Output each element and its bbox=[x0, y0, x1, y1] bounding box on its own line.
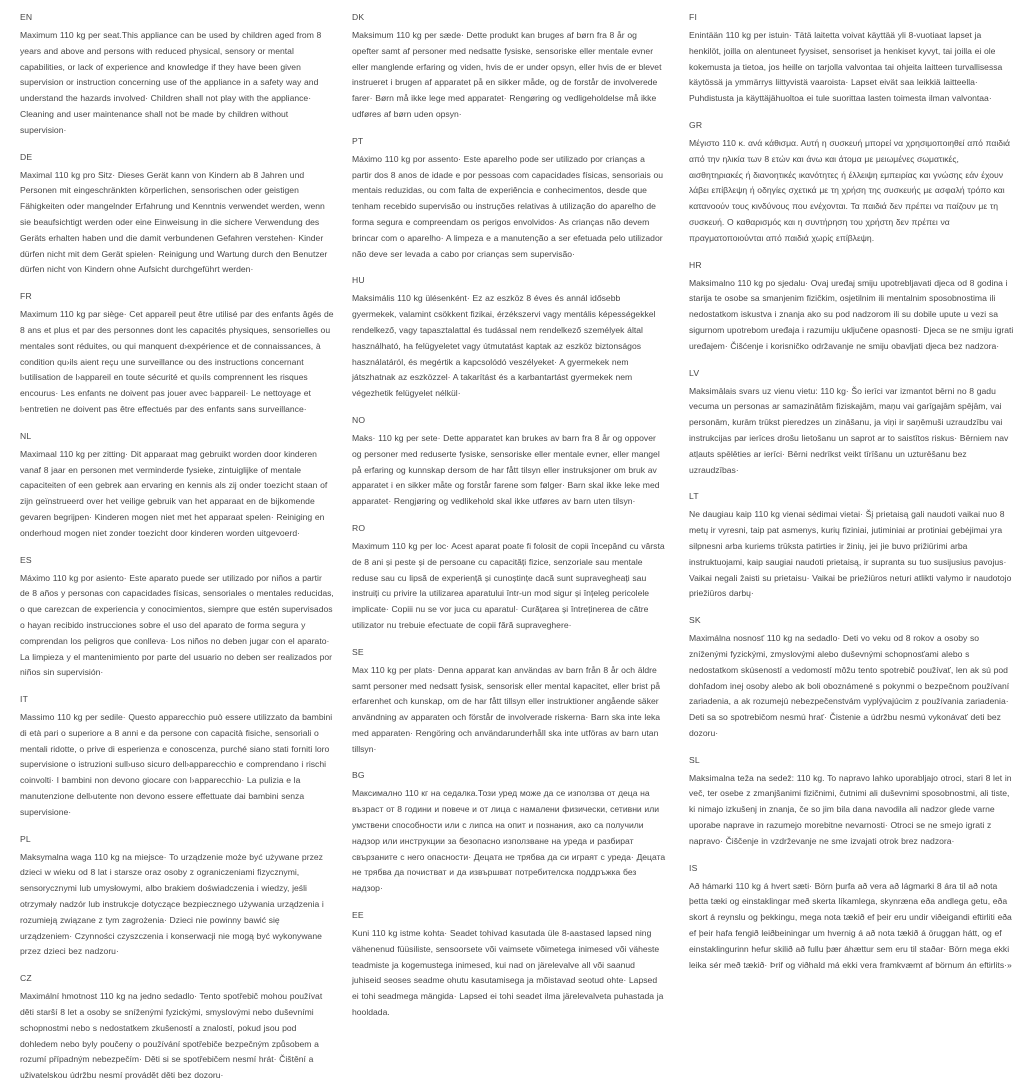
lang-text-no: Maks· 110 kg per sete· Dette apparatet kan brukes av barn fra 8 år og oppover og personer med reduserte fysiske, sensoriske eller mentale evner, eller mangel på erfaring og kunnskap dersom de har fått tilsyn eller instruksjoner om bruk av apparatet i en sikker måte og forstår farene som følger· Barn skal ikke leke med apparatet· Rengjøring og vedlikehold skal ikke utføres av barn uten tilsyn· bbox=[352, 432, 660, 507]
lang-code-bg: BG bbox=[352, 770, 365, 781]
lang-code-cz: CZ bbox=[20, 973, 32, 984]
lang-code-pt: PT bbox=[352, 135, 364, 146]
lang-code-hr: HR bbox=[689, 259, 702, 270]
lang-code-en: EN bbox=[20, 12, 33, 22]
lang-text-pt: Máximo 110 kg por assento· Este aparelho pode ser utilizado por crianças a partir dos 8 anos de idade e por pessoas com capacidades físicas, sensoriais ou mentais reduzidas, ou com falta de experiência e conhecimentos, desde que tenham recebido supervisão ou instruções relativas à utilização do aparelho de forma segura e compreendam os perigos envolvidos· As crianças não devem brincar com o aparelho· A limpeza e a manutenção a ser efetuada pelo utilizador não deve ser levada a cabo por crianças sem supervisão· bbox=[352, 153, 664, 259]
lang-section-fr bbox=[20, 291, 334, 418]
lang-section-pt bbox=[352, 136, 666, 263]
lang-code-hu: HU bbox=[352, 275, 365, 286]
lang-code-ro: RO bbox=[352, 522, 366, 533]
lang-section-sk bbox=[689, 615, 1014, 742]
lang-text-lv: Maksimālais svars uz vienu vietu: 110 kg· Šo ierīci var izmantot bērni no 8 gadu vecuma un personas ar samazinātām fiziskajām, maņu vai garīgajām spējām, vai personām, kurām trūkst pieredzes un zināšanu, ja viņi ir saņēmuši uzraudzību vai instrukcijas par ierīces drošu lietošanu un saprot ar to saistītos riskus· Bērniem nav atļauts spēlēties ar ierīci· Bērni nedrīkst veikt tīrīšanu un uzturēšanu bez uzraudzības· bbox=[689, 385, 1009, 475]
lang-text-bg: Максимално 110 кг на седалка.Този уред може да се използва от деца на възраст от 8 години и повече и от лица с намалени физически, сетивни или умствени способности или с липса на опит и познания, ако са получили надзор или инструкции за безопасно използване на уреда и разбират свързаните с него опасности· Децата не трябва да си играят с уреда· Децата не трябва да почистват и да извършват потребителска поддръжка без надзор· bbox=[352, 788, 666, 894]
lang-code-fi: FI bbox=[689, 12, 698, 22]
column-1 bbox=[20, 12, 334, 1081]
lang-text-en: Maximum 110 kg per seat.This appliance can be used by children aged from 8 years and above and persons with reduced physical, sensory or mental capabilities, or lack of experience and knowledge if they have been given supervision or instruction concerning use of the appliance in a safety way and understand the hazards involved· Children shall not play with the appliance· Cleaning and user maintenance shall not be made by children without supervision· bbox=[20, 30, 322, 135]
lang-section-de bbox=[20, 152, 334, 279]
lang-section-ee bbox=[352, 910, 666, 1021]
lang-code-ee: EE bbox=[352, 910, 364, 921]
lang-text-hr: Maksimalno 110 kg po sjedalu· Ovaj uređaj smiju upotrebljavati djeca od 8 godina i starija te osobe sa smanjenim fizičkim, osjetilnim ili mentalnim sposobnostima ili nedostatkom iskustva i znanja ako su pod nadzorom ili su dobile upute u vezi sa sigurnom upotrebom uređaja i razumiju uključene opasnosti· Djeca se ne smiju igrati uređajem· Čišćenje i korisničko održavanje ne smiju obavljati djeca bez nadzora· bbox=[689, 277, 1014, 351]
lang-text-lt: Ne daugiau kaip 110 kg vienai sėdimai vietai· Šį prietaisą gali naudoti vaikai nuo 8 metų ir vyresni, taip pat asmenys, kurių fiziniai, jutiminiai ar protiniai gebėjimai yra silpnesni arba kuriems trūksta patirties ir žinių, jei jie buvo prižiūrimi arba instruktuojami, kaip saugiai naudoti prietaisą, ir supranta su tuo susijusius pavojus· Vaikai negali žaisti su prietaisu· Vaikai be priežiūros neturi atlikti valymo ir naudotojo priežiūros darbų· bbox=[689, 509, 1012, 599]
lang-text-sl: Maksimalna teža na sedež: 110 kg. To napravo lahko uporabljajo otroci, stari 8 let in več, ter osebe z zmanjšanimi fizičnimi, čutnimi ali duševnimi sposobnostmi, ali tiste, ki nimajo izkušenj in znanja, če so jim bila dana navodila ali nadzor glede varne uporabe naprave in razumejo morebitne nevarnosti· Otroci se ne smejo igrati z napravo· Čiščenje in vzdrževanje ne sme izvajati otrok brez nadzora· bbox=[689, 772, 1012, 846]
lang-code-de: DE bbox=[20, 151, 33, 162]
lang-code-sk: SK bbox=[689, 615, 701, 626]
lang-code-es: ES bbox=[20, 554, 32, 565]
lang-section-nl bbox=[20, 431, 334, 542]
lang-section-pl bbox=[20, 834, 334, 961]
lang-code-sl: SL bbox=[689, 754, 700, 765]
lang-text-fr: Maximum 110 kg par siège· Cet appareil peut être utilisé par des enfants âgés de 8 ans et plus et par des personnes dont les capacités physiques, sensorielles ou mentales sont réduites, ou qui manquent d›expérience et de connaissances, à condition qu›ils aient reçu une surveillance ou des instructions concernant l›utilisation de l›appareil en toute sécurité et qu›ils comprennent les risques encourus· Les enfants ne doivent pas jouer avec l›appareil· Le nettoyage et l›entretien ne doivent pas être effectués par des enfants sans surveillance· bbox=[20, 309, 334, 414]
lang-code-it: IT bbox=[20, 694, 29, 705]
lang-section-lt bbox=[689, 491, 1014, 602]
lang-section-se bbox=[352, 647, 666, 758]
lang-text-se: Max 110 kg per plats· Denna apparat kan användas av barn från 8 år och äldre samt personer med nedsatt fysisk, sensorisk eller mental kapacitet, eller brist på erfarenhet och kunskap, om de har fått tillsyn eller instruktioner angående säker användning av apparaten och förstår de involverade riskerna· Barn ska inte leka med apparaten· Rengöring och användarunderhåll ska inte utföras av barn utan tillsyn· bbox=[352, 664, 661, 754]
lang-code-fr: FR bbox=[20, 291, 32, 302]
lang-text-it: Massimo 110 kg per sedile· Questo apparecchio può essere utilizzato da bambini di età pari o superiore a 8 anni e da persone con capacità fisiche, sensoriali o mentali ridotte, o prive di esperienza e conoscenza, purché siano stati forniti loro supervisione o istruzioni sull›uso sicuro dell›apparecchio e comprendano i rischi coinvolti· I bambini non devono giocare con l›apparecchio· La pulizia e la manutenzione dell›utente non devono essere effettuate dai bambini senza supervisione· bbox=[20, 712, 333, 817]
lang-code-gr: GR bbox=[689, 119, 703, 130]
column-3 bbox=[689, 12, 1014, 1024]
lang-section-sl bbox=[689, 755, 1014, 850]
lang-section-es bbox=[20, 555, 334, 682]
lang-section-dk bbox=[352, 12, 666, 123]
lang-text-hu: Maksimális 110 kg ülésenként· Ez az eszköz 8 éves és annál idősebb gyermekek, valamint csökkent fizikai, érzékszervi vagy mentális képességekkel rendelkező, vagy tapasztalattal és tudással nem rendelkező személyek által használható, ha felügyeletet vagy útmutatást kaptak az eszköz biztonságos használatáról, és megértik a kapcsolódó veszélyeket· A gyermekek nem játszhatnak az eszközzel· A takarítást és a karbantartást gyermekek nem végezhetik felügyelet nélkül· bbox=[352, 293, 656, 399]
lang-section-fi bbox=[689, 12, 1014, 107]
lang-section-hr bbox=[689, 260, 1014, 355]
lang-section-cz bbox=[20, 973, 334, 1084]
lang-section-gr bbox=[689, 120, 1014, 247]
lang-text-dk: Maksimum 110 kg per sæde· Dette produkt kan bruges af børn fra 8 år og opefter samt af personer med nedsatte fysiske, sensoriske eller mentale evner eller manglende erfaring og viden, hvis de er under opsyn, eller hvis de er blevet instrueret i brugen af apparatet på en sikker måde, og de forstår de involverede farer· Børn må ikke lege med apparatet· Rengøring og vedligeholdelse må ikke udføres af børn uden opsyn· bbox=[352, 30, 662, 119]
lang-section-hu bbox=[352, 275, 666, 402]
lang-section-is bbox=[689, 863, 1014, 974]
lang-section-no bbox=[352, 415, 666, 510]
lang-text-fi: Enintään 110 kg per istuin· Tätä laitetta voivat käyttää yli 8-vuotiaat lapset ja henkilöt, joilla on alentuneet fyysiset, sensoriset ja henkiset kyvyt, tai joilla ei ole kokemusta ja tietoa, jos heille on tarjolla valvontaa tai ohjeita laitteen turvallisessa käytössä ja ymmärrys liittyvistä vaaroista· Lapset eivät saa leikkiä laitteella· Puhdistusta ja käyttäjähuoltoa ei tule suorittaa lasten toimesta ilman valvontaa· bbox=[689, 30, 1003, 104]
lang-text-is: Að hámarki 110 kg á hvert sæti· Börn þurfa að vera að lágmarki 8 ára til að nota þetta tæki og einstaklingar með skerta líkamlega, skynræna eða andlega getu, eða skort á reynslu og þekkingu, mega nota tækið ef þeir eru undir viðeigandi eftirliti eða ef þeir hafa fengið leiðbeiningar um hvernig á að nota tækið á öruggan hátt, og ef einstaklingurinn hefur skilið að fullu þær áhættur sem eru til staðar· Börn mega ekki leika sér með tækið· Þrif og viðhald má ekki vera framkvæmt af börnum án eftirlits·» bbox=[689, 880, 1012, 970]
lang-code-nl: NL bbox=[20, 430, 32, 441]
lang-text-gr: Μέγιστο 110 κ. ανά κάθισμα. Αυτή η συσκευή μπορεί να χρησιμοποιηθεί από παιδιά από την ηλικία των 8 ετών και άνω και άτομα με μειωμένες σωματικές, αισθητηριακές ή διανοητικές ικανότητες ή έλλειψη εμπειρίας και γνώσης εάν έχουν λάβει επίβλεψη ή οδηγίες σχετικά με τη χρήση της συσκευής με ασφαλή τρόπο και κατανοούν τους κινδύνους που ενέχονται. Τα παιδιά δεν πρέπει να παίζουν με τη συσκευή. Ο καθαρισμός και η συντήρηση του χρήστη δεν πρέπει να πραγματοποιούνται από παιδιά χωρίς επίβλεψη. bbox=[689, 137, 1010, 243]
lang-section-lv bbox=[689, 368, 1014, 479]
lang-text-es: Máximo 110 kg por asiento· Este aparato puede ser utilizado por niños a partir de 8 años y personas con capacidades físicas, sensoriales o mentales reducidas, o que carezcan de experiencia y conocimientos, siempre que estén supervisados o hayan recibido instrucciones sobre el uso del aparato de forma segura y comprendan los peligros que conlleva· Los niños no deben jugar con el aparato· La limpieza y el mantenimiento por parte del usuario no deben ser realizados por niños sin supervisión· bbox=[20, 572, 334, 678]
column-2 bbox=[352, 12, 666, 1024]
lang-code-pl: PL bbox=[20, 833, 31, 844]
lang-section-bg bbox=[352, 770, 666, 897]
lang-text-de: Maximal 110 kg pro Sitz· Dieses Gerät kann von Kindern ab 8 Jahren und Personen mit eingeschränkten körperlichen, sensorischen oder geistigen Fähigkeiten oder mangelnder Erfahrung und Kenntnis verwendet werden, wenn sie beaufsichtigt werden oder eine Einweisung in die sichere Verwendung des Geräts erhalten haben und die damit verbundenen Gefahren verstehen· Kinder dürfen nicht mit dem Gerät spielen· Reinigung und Wartung durch den Benutzer dürfen nicht von Kindern ohne Aufsicht durchgeführt werden· bbox=[20, 169, 328, 275]
lang-code-lv: LV bbox=[689, 367, 700, 378]
lang-code-no: NO bbox=[352, 414, 366, 425]
lang-section-ro bbox=[352, 523, 666, 634]
lang-section-it bbox=[20, 694, 334, 821]
lang-text-ro: Maximum 110 kg per loc· Acest aparat poate fi folosit de copii începând cu vârsta de 8 ani și peste și de persoane cu capacități fizice, senzoriale sau mentale reduse sau cu lipsă de experiență și cunoștințe dacă sunt supravegheați sau instruiți cu privire la utilizarea aparatului într-un mod sigur și înțeleg pericolele implicate· Copiii nu se vor juca cu aparatul· Curățarea și întreținerea de către utilizator nu trebuie efectuate de copii fără supraveghere· bbox=[352, 540, 665, 630]
lang-text-nl: Maximaal 110 kg per zitting· Dit apparaat mag gebruikt worden door kinderen vanaf 8 jaar en personen met verminderde fysieke, zintuiglijke of mentale capaciteiten of een gebrek aan ervaring en kennis als zij onder toezicht staan of zijn geïnstrueerd over het veilige gebruik van het apparaat en de bijkomende gevaren begrijpen· Kinderen mogen niet met het apparaat spelen· Reiniging en onderhoud mogen niet zonder toezicht door kinderen worden uitgevoerd· bbox=[20, 448, 328, 538]
lang-code-lt: LT bbox=[689, 491, 699, 502]
lang-code-se: SE bbox=[352, 646, 364, 657]
lang-code-is: IS bbox=[689, 862, 698, 873]
lang-code-dk: DK bbox=[352, 12, 365, 22]
lang-text-ee: Kuni 110 kg istme kohta· Seadet tohivad kasutada üle 8-aastased lapsed ning vähenenud füüsiliste, sensoorsete või vaimsete võimetega inimesed või väheste teadmiste ja kogemustega inimesed, kui nad on järelevalve all või saanud juhiseid seoses seadme ohutu kasutamisega ja mõistavad seotud ohte· Lapsed ei tohi seadmega mängida· Lapsed ei tohi seadet ilma järelevalveta puhastada ja hooldada. bbox=[352, 928, 664, 1018]
lang-text-pl: Maksymalna waga 110 kg na miejsce· To urządzenie może być używane przez dzieci w wieku od 8 lat i starsze oraz osoby z ograniczeniami fizycznymi, sensorycznymi lub umysłowymi, albo brakiem doświadczenia i wiedzy, jeśli otrzymały nadzór lub instrukcje dotyczące bezpiecznego używania urządzenia i rozumieją związane z tym zagrożenia· Dzieci nie powinny bawić się urządzeniem· Czynności czyszczenia i konserwacji nie mogą być wykonywane przez dzieci bez nadzoru· bbox=[20, 851, 324, 957]
lang-text-sk: Maximálna nosnosť 110 kg na sedadlo· Deti vo veku od 8 rokov a osoby so zníženými fyzickými, zmyslovými alebo duševnými schopnosťami alebo s nedostatkom skúseností a vedomostí môžu tento spotrebič používať, len ak sú pod dohľadom inej osoby alebo ak boli oboznámené s pokynmi o bezpečnom používaní zariadenia, a ak rozumejú nebezpečenstvám vyplývajúcim z používania zariadenia· Deti sa so spotrebičom nesmú hrať· Čistenie a údržbu nesmú vykonávať deti bez dozoru· bbox=[689, 633, 1010, 738]
lang-section-en bbox=[20, 12, 334, 139]
lang-text-cz: Maximální hmotnost 110 kg na jedno sedadlo· Tento spotřebič mohou používat děti starší 8 let a osoby se sníženými fyzickými, smyslovými nebo duševními schopnostmi nebo s nedostatkem zkušeností a znalostí, pokud jsou pod dohledem nebo byly poučeny o používání spotřebiče bezpečným způsobem a rozumí případným nebezpečím· Děti si se spotřebičem nesmí hrát· Čištění a uživatelskou údržbu nesmí provádět děti bez dozoru· bbox=[20, 991, 323, 1081]
